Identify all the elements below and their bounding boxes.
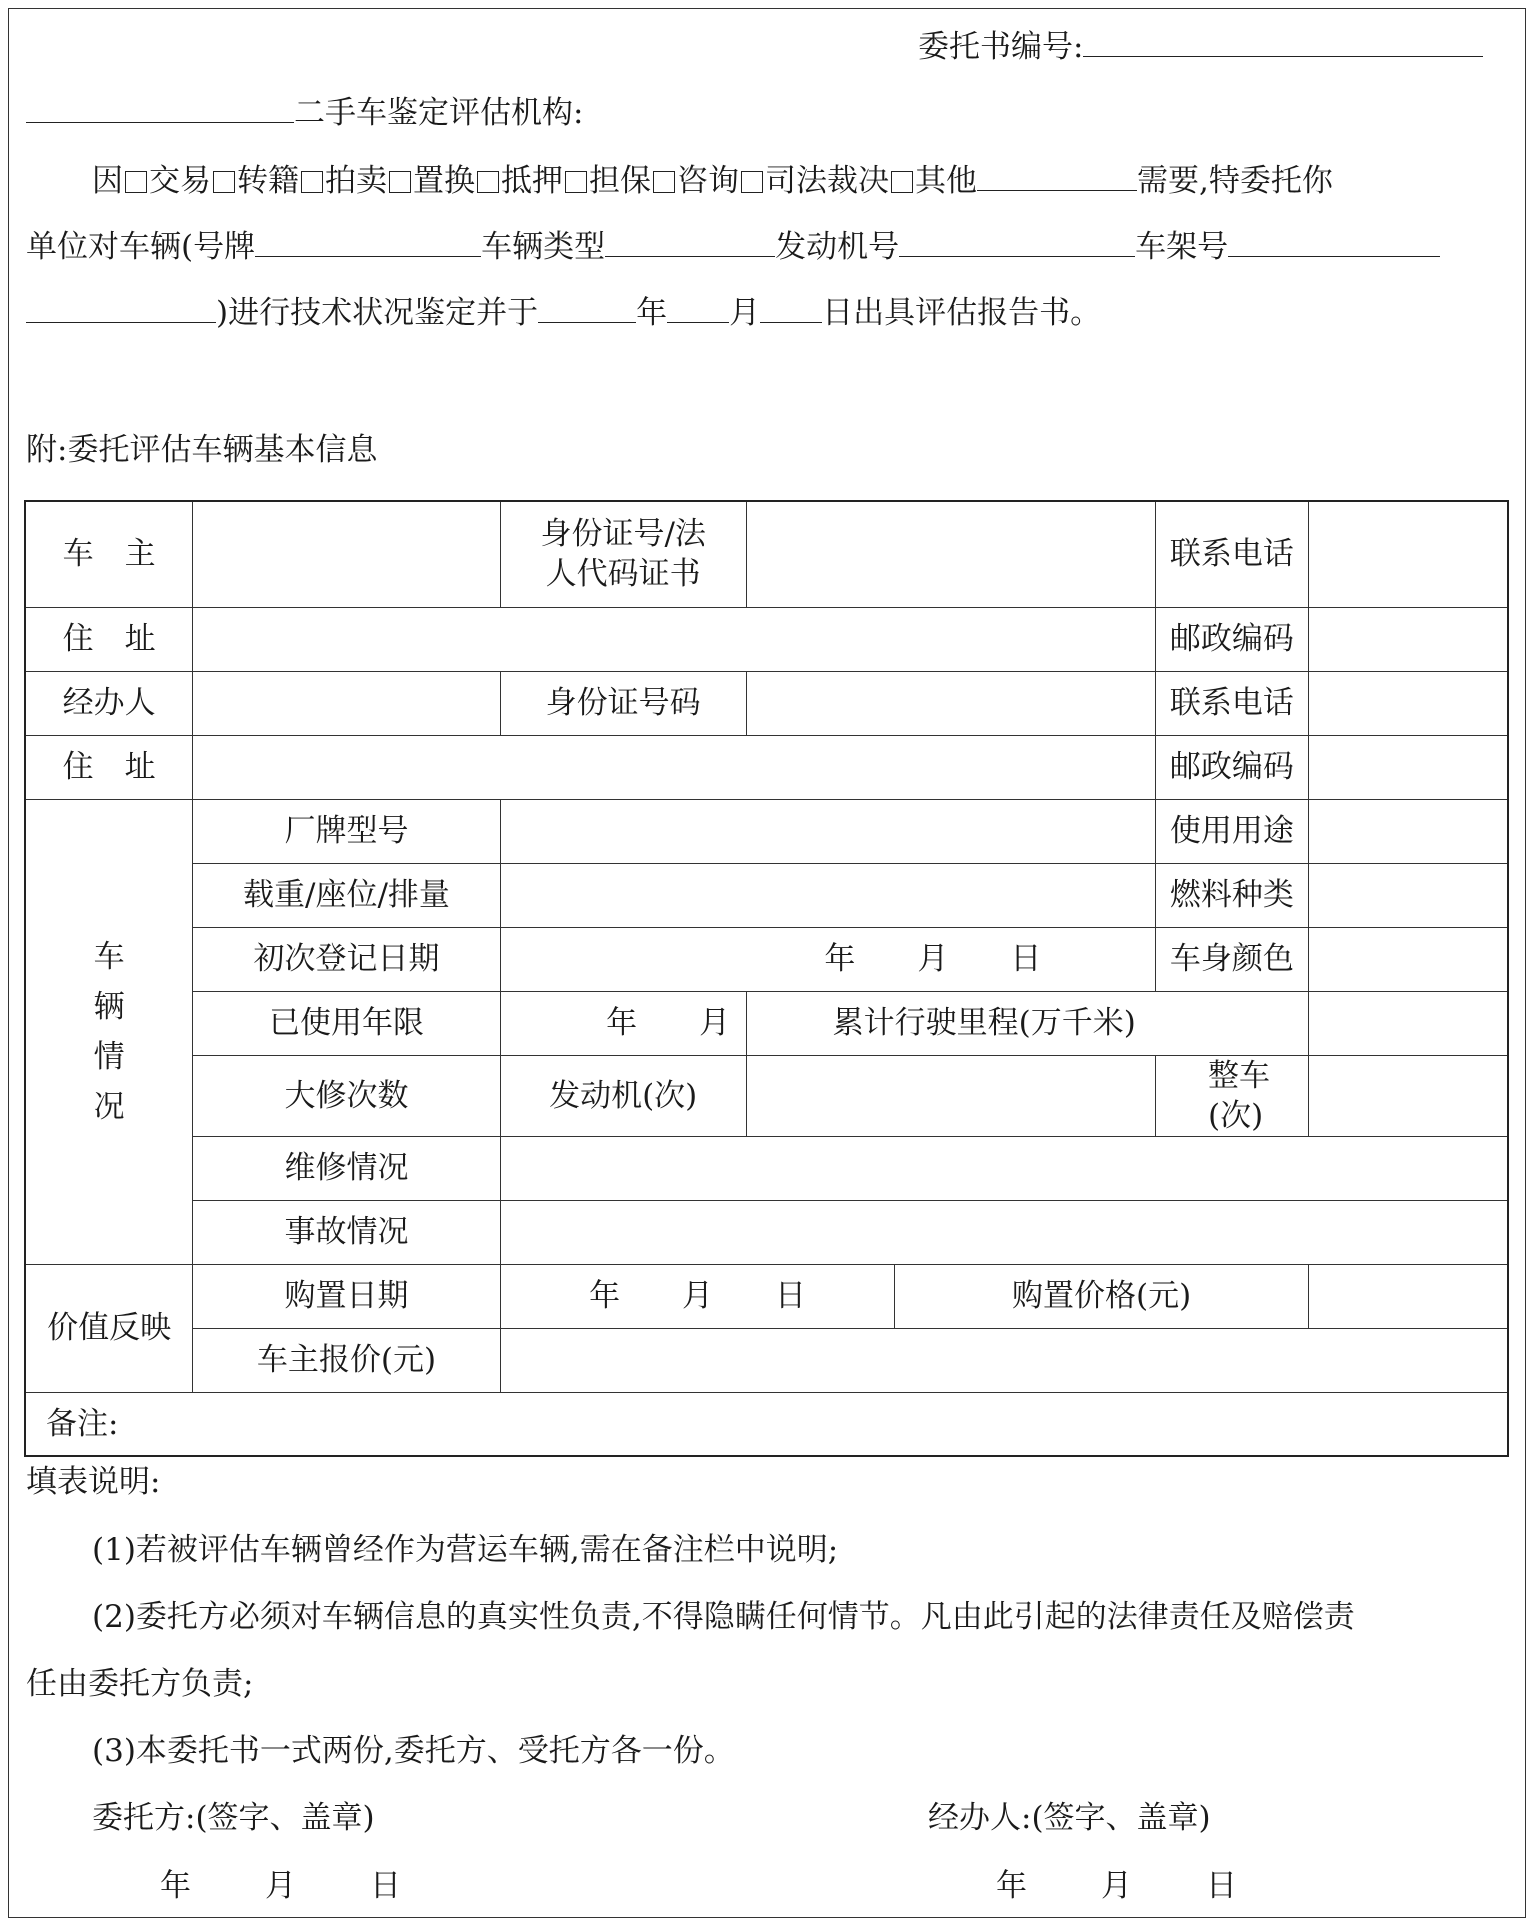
body-color-label: 车身颜色 (1155, 927, 1308, 991)
instruction-item-3: (3)本委托书一式两份,委托方、受托方各一份。 (92, 1733, 735, 1769)
attachment-title: 附:委托评估车辆基本信息 (26, 432, 378, 468)
checkbox-auction[interactable] (301, 171, 323, 193)
table-row (25, 735, 1508, 799)
handler-date-year: 年 (996, 1868, 1027, 1904)
table-row (25, 1200, 1508, 1264)
checkbox-trade[interactable] (125, 171, 147, 193)
handler-postal-value-cell[interactable] (1308, 735, 1508, 799)
other-reason-field[interactable] (977, 160, 1137, 191)
report-text-end: 日出具评估报告书。 (822, 295, 1102, 331)
accident-status-value-cell[interactable] (500, 1200, 1508, 1264)
option-label: 拍卖 (325, 163, 387, 199)
checkbox-other[interactable] (891, 171, 913, 193)
repair-status-value-cell[interactable] (500, 1136, 1508, 1200)
table-row (25, 863, 1508, 927)
owner-address-value-cell[interactable] (193, 607, 1156, 671)
option-label: 司法裁决 (765, 163, 889, 199)
load-seat-disp-label: 载重/座位/排量 (193, 863, 500, 927)
instruction-item-2: (2)委托方必须对车辆信息的真实性负责,不得隐瞒任何情节。凡由此引起的法律责任及赔偿责 (92, 1599, 1355, 1635)
report-month-field[interactable] (667, 292, 729, 323)
vertical-char: 况 (93, 1088, 125, 1125)
table-row (25, 1264, 1508, 1328)
option-label: 咨询 (677, 163, 739, 199)
handler-date-month: 月 (1101, 1868, 1132, 1904)
purchase-price-label: 购置价格(元) (895, 1264, 1308, 1328)
engine-times-label: 发动机(次) (500, 1055, 746, 1136)
table-row (25, 671, 1508, 735)
table-row (25, 991, 1508, 1055)
frame-no-field[interactable] (1228, 226, 1440, 257)
engine-no-label: 发动机号 (775, 229, 900, 265)
owner-address-label: 住 址 (25, 607, 193, 671)
vehicle-info-table (24, 500, 1509, 1457)
usage-value-cell[interactable] (1308, 799, 1508, 863)
handler-label: 经办人 (25, 671, 193, 735)
repair-status-label: 维修情况 (193, 1136, 500, 1200)
checkbox-replacement[interactable] (389, 171, 411, 193)
table-row (25, 1055, 1508, 1136)
vertical-char: 情 (93, 1038, 125, 1075)
table-row (25, 607, 1508, 671)
vehicle-status-label (25, 799, 193, 1264)
option-label: 抵押 (501, 163, 563, 199)
year-label: 年 (636, 295, 668, 331)
usage-label: 使用用途 (1155, 799, 1308, 863)
agency-name-field[interactable] (26, 92, 294, 123)
option-label: 置换 (413, 163, 475, 199)
vehicle-ids-row (26, 226, 1440, 267)
handler-id-label: 身份证号码 (500, 671, 746, 735)
years-used-value-cell[interactable]: 年 月 (500, 991, 746, 1055)
mileage-value-cell[interactable] (1308, 991, 1508, 1055)
report-text: )进行技术状况鉴定并于 (216, 295, 539, 331)
table-row (25, 1392, 1508, 1456)
vehicle-times-label: 整车(次) (1155, 1055, 1308, 1136)
client-date-year: 年 (160, 1868, 191, 1904)
table-row (25, 1136, 1508, 1200)
instruction-item-2-cont: 任由委托方负责; (26, 1666, 254, 1702)
owner-value-cell[interactable] (193, 501, 500, 607)
fuel-type-label: 燃料种类 (1155, 863, 1308, 927)
doc-number-field[interactable] (1083, 26, 1483, 57)
vehicle-type-label: 车辆类型 (481, 229, 606, 265)
addressee-label: 二手车鉴定评估机构: (294, 95, 584, 131)
purpose-lead: 因 (92, 163, 123, 199)
overhaul-count-label: 大修次数 (193, 1055, 500, 1136)
checkbox-transfer[interactable] (213, 171, 235, 193)
owner-quote-value-cell[interactable] (500, 1328, 1508, 1392)
plate-label: 单位对车辆(号牌 (26, 229, 256, 265)
purchase-date-label: 购置日期 (193, 1264, 500, 1328)
vertical-char: 辆 (93, 988, 125, 1025)
id-corp-line1: 身份证号/法 (540, 516, 706, 553)
handler-id-value-cell[interactable] (746, 671, 1155, 735)
load-seat-disp-value-cell[interactable] (500, 863, 1155, 927)
handler-phone-label: 联系电话 (1155, 671, 1308, 735)
month-label: 月 (729, 295, 761, 331)
engine-no-field[interactable] (899, 226, 1135, 257)
option-label: 交易 (149, 163, 211, 199)
report-day-field[interactable] (760, 292, 822, 323)
doc-number-row (918, 26, 1483, 67)
table-row (25, 501, 1508, 607)
remarks-cell[interactable]: 备注: (25, 1392, 1508, 1456)
id-corp-label (500, 501, 746, 607)
client-signature-label: 委托方:(签字、盖章) (92, 1800, 375, 1836)
option-label: 转籍 (237, 163, 299, 199)
owner-label: 车 主 (25, 501, 193, 607)
purchase-date-value-cell[interactable]: 年 月 日 (500, 1264, 895, 1328)
years-used-label: 已使用年限 (193, 991, 500, 1055)
handler-value-cell[interactable] (193, 671, 500, 735)
instructions-title: 填表说明: (26, 1464, 161, 1500)
vehicle-times-value-cell[interactable] (1308, 1055, 1508, 1136)
addressee-row (26, 92, 583, 133)
client-date (160, 1866, 401, 1906)
handler-date-day: 日 (1206, 1868, 1237, 1904)
report-year-field[interactable] (538, 292, 636, 323)
client-date-day: 日 (370, 1868, 401, 1904)
handler-address-label: 住 址 (25, 735, 193, 799)
report-date-row (26, 292, 1101, 333)
table-row (25, 927, 1508, 991)
handler-address-value-cell[interactable] (193, 735, 1156, 799)
owner-quote-label: 车主报价(元) (193, 1328, 500, 1392)
doc-number-label: 委托书编号: (918, 29, 1084, 65)
handler-signature-label: 经办人:(签字、盖章) (928, 1800, 1211, 1836)
id-corp-value-cell[interactable] (746, 501, 1155, 607)
owner-phone-label: 联系电话 (1155, 501, 1308, 607)
body-color-value-cell[interactable] (1308, 927, 1508, 991)
option-label: 担保 (589, 163, 651, 199)
table-row (25, 1328, 1508, 1392)
vehicle-type-field[interactable] (605, 226, 775, 257)
instruction-item-1: (1)若被评估车辆曾经作为营运车辆,需在备注栏中说明; (92, 1532, 839, 1568)
vertical-char: 车 (93, 938, 125, 975)
checkbox-guarantee[interactable] (565, 171, 587, 193)
handler-postal-label: 邮政编码 (1155, 735, 1308, 799)
client-date-month: 月 (265, 1868, 296, 1904)
id-corp-line2: 人代码证书 (545, 556, 701, 593)
purpose-row (92, 160, 1333, 201)
accident-status-label: 事故情况 (193, 1200, 500, 1264)
owner-postal-value-cell[interactable] (1308, 607, 1508, 671)
first-reg-date-label: 初次登记日期 (193, 927, 500, 991)
owner-postal-label: 邮政编码 (1155, 607, 1308, 671)
fuel-type-value-cell[interactable] (1308, 863, 1508, 927)
first-reg-date-value-cell[interactable]: 年 月 日 (500, 927, 1155, 991)
mileage-label: 累计行驶里程(万千米) (746, 991, 1308, 1055)
plate-field[interactable] (255, 226, 481, 257)
brand-model-value-cell[interactable] (500, 799, 1155, 863)
purchase-price-value-cell[interactable] (1308, 1264, 1508, 1328)
frame-no-label: 车架号 (1135, 229, 1229, 265)
checkbox-consult[interactable] (653, 171, 675, 193)
engine-times-value-cell[interactable] (746, 1055, 1155, 1136)
handler-phone-value-cell[interactable] (1308, 671, 1508, 735)
checkbox-judicial[interactable] (741, 171, 763, 193)
option-label: 其他 (915, 163, 977, 199)
checkbox-mortgage[interactable] (477, 171, 499, 193)
frame-no-continued-field[interactable] (26, 292, 216, 323)
table-row (25, 799, 1508, 863)
handler-date (996, 1866, 1237, 1906)
brand-model-label: 厂牌型号 (193, 799, 500, 863)
value-reflection-label: 价值反映 (25, 1264, 193, 1392)
owner-phone-value-cell[interactable] (1308, 501, 1508, 607)
purpose-tail: 需要,特委托你 (1137, 163, 1333, 199)
